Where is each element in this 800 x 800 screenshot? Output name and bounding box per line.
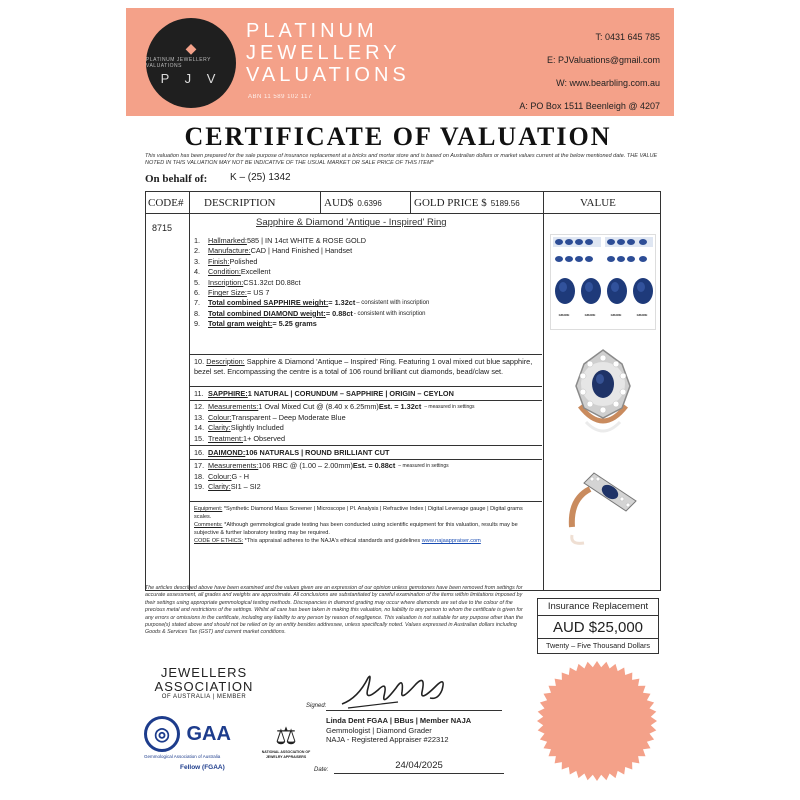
comments-note: [194, 521, 538, 537]
spec-row: [194, 298, 544, 308]
gem-label: GRADE: [558, 313, 570, 317]
sapphire-header: [194, 389, 538, 399]
item-value: 106 RBC @ (1.00 – 2.00mm): [258, 461, 353, 471]
behalf-label: On behalf of:: [145, 173, 208, 185]
diamond-block: [190, 445, 542, 495]
abn-number: ABN 11 589 102 117: [248, 94, 312, 100]
gaa-emblem-icon: ◎: [144, 716, 180, 752]
spec-row: [194, 461, 538, 471]
row-divider: [190, 400, 542, 401]
valuation-date: 24/04/2025: [334, 760, 504, 774]
header-gold-price: [414, 192, 520, 214]
item-label: Measurements:: [208, 402, 259, 412]
note-text: *Although gemmological grade testing has been conducted using scientific equipment for this valuation, results may be subjective & further laboratory testing may be required.: [194, 522, 518, 536]
item-number: 4.: [194, 267, 201, 277]
description-block: [190, 354, 542, 379]
aud-label: AUD$: [324, 197, 354, 209]
item-label: Description:: [206, 357, 245, 366]
item-label: Inscription:: [208, 277, 244, 287]
spec-row: [194, 257, 544, 267]
naja-name: NATIONAL ASSOCIATION OF JEWELRY APPRAISERS: [261, 750, 311, 759]
ja-line: ASSOCIATION: [154, 679, 254, 694]
description-text: [194, 357, 538, 377]
gaa-text: GAA: [186, 722, 231, 745]
item-number: 9.: [194, 319, 201, 329]
jewellers-association-logo: [144, 666, 264, 700]
equipment-note: [194, 505, 538, 521]
item-number: 10.: [194, 357, 205, 366]
spec-row: [194, 319, 544, 329]
contact-details: [519, 26, 660, 118]
row-divider: [190, 459, 542, 460]
ring-side-image: [550, 449, 656, 549]
description-body: Sapphire & Diamond 'Antique – Inspired' Ring. Featuring 1 oval mixed cut blue sapphire, bezel set. Encompassing the centre is a total of 106 round brilliant cut diamonds, bead/claw set.: [194, 357, 533, 376]
item-value: Transparent – Deep Moderate Blue: [231, 412, 346, 422]
column-divider: [320, 192, 321, 214]
website[interactable]: W: www.bearbling.com.au: [556, 78, 660, 88]
date-label: Date:: [314, 767, 329, 773]
item-value: Slightly Included: [230, 423, 284, 433]
item-number: 5.: [194, 277, 201, 287]
ring-side-photo: [550, 449, 656, 549]
item-value: SI1 – SI2: [230, 482, 261, 492]
item-label: DAIMOND:: [208, 448, 246, 457]
spec-row: [194, 267, 544, 277]
aud-value: 0.6396: [357, 198, 382, 208]
naja-logo: [256, 724, 316, 759]
scales-icon: ⚖: [275, 723, 297, 750]
item-value: CAD | Hand Finished | Handset: [250, 246, 353, 256]
behalf-value: K – (25) 1342: [230, 172, 291, 183]
gaa-full-name: Gemmological Association of Australia: [144, 754, 221, 759]
item-number: 3.: [194, 256, 201, 266]
naja-link[interactable]: www.najaappraiser.com: [421, 538, 481, 544]
spec-row: [194, 278, 544, 288]
table-header-row: [146, 192, 660, 214]
valuer-registration: NAJA - Registered Appraiser #22312: [326, 735, 449, 744]
page-title: CERTIFICATE OF VALUATION: [184, 122, 612, 151]
spec-row: [194, 288, 544, 298]
item-number: 11.: [194, 389, 204, 398]
item-label: Colour:: [208, 412, 232, 422]
fine-print: The articles described above have been examined and the values given are an expression of our opinion unless gemstones have been removed from settings for accurate assessment, all grades and weights are approximate. All conclusions are substantiated by careful examination of the items within limitations imposed by their settings using appropriate gemmological testing methods. Discrepancies in diamond grading may occur where diamonds are set due to the colour of the precious metal and restrictions of the settings. Whilst all care has been taken in making this valuation, no liability to any person to whom the certificate is given for any errors or omissions in the certificate, including any liability to any person by reason of negligence. This valuation is not suitable for any purpose other than the purpose(s) stated above and should not be relied on by an entity besides addressee, unless specifically noted. Values expressed in Australian dollars including Goods & Services Tax (GST) and current market conditions.: [145, 585, 524, 636]
item-number: 1.: [194, 236, 201, 245]
seal-stamp: [536, 660, 658, 782]
item-number: 18.: [194, 471, 205, 481]
item-estimate: Est. = 0.88ct: [352, 461, 396, 471]
certificate-page: [118, 0, 678, 800]
company-logo: [146, 18, 236, 108]
item-label: Condition:: [208, 267, 241, 277]
spec-row: [194, 482, 538, 492]
item-number: 17.: [194, 461, 205, 471]
item-label: Measurements:: [208, 461, 259, 471]
column-divider: [410, 192, 411, 214]
valuer-role: Gemmologist | Diamond Grader: [326, 725, 432, 735]
gem-label: GRADE: [636, 313, 648, 317]
postal-address: A: PO Box 1511 Beenleigh @ 4207: [519, 101, 660, 111]
phone: T: 0431 645 785: [595, 32, 660, 42]
email[interactable]: E: PJValuations@gmail.com: [546, 55, 660, 65]
logo-ring-text: PLATINUM JEWELLERY VALUATIONS: [146, 56, 211, 69]
insurance-amount-words: Twenty – Five Thousand Dollars: [545, 641, 651, 650]
item-number: 13.: [194, 412, 205, 422]
item-number: 6.: [194, 288, 201, 298]
gemstone-photo-panel: [550, 234, 656, 330]
gem-labels: [551, 313, 655, 317]
ethics-note: [194, 537, 538, 545]
spec-row: [194, 472, 538, 482]
item-note: - consistent with inscription: [353, 310, 426, 317]
spec-row: [194, 413, 538, 423]
gold-value: 5189.56: [490, 198, 520, 208]
item-label: Colour:: [208, 471, 232, 481]
item-value: Polished: [229, 256, 258, 266]
header-value: VALUE: [580, 197, 616, 209]
ring-top-image: [550, 336, 656, 444]
note-label: CODE OF ETHICS:: [194, 538, 244, 544]
item-number: 12.: [194, 402, 205, 412]
insurance-box: [537, 598, 659, 654]
ja-line: OF AUSTRALIA | MEMBER: [161, 694, 247, 700]
valuer-name: Linda Dent FGAA | BBus | Member NAJA: [326, 716, 472, 725]
item-number: 19.: [194, 482, 205, 492]
item-value: = US 7: [246, 288, 270, 298]
item-value: 1 Oval Mixed Cut @ (8.40 x 6.25mm): [258, 402, 379, 412]
item-label: Finish:: [208, 256, 230, 266]
gaa-fellow: Fellow (FGAA): [180, 764, 225, 771]
item-note: – measured in settings: [398, 463, 449, 470]
brand-line: JEWELLERY: [246, 42, 401, 64]
item-label: Total combined SAPPHIRE weight:: [208, 298, 329, 308]
spec-row: [194, 423, 538, 433]
gaa-logo: [144, 716, 248, 759]
logo-initials: P J V: [160, 70, 222, 86]
notes-block: [190, 501, 542, 548]
item-number: 8.: [194, 308, 201, 318]
item-value: 585 | IN 14ct WHITE & ROSE GOLD: [246, 236, 367, 245]
insurance-label: Insurance Replacement: [547, 601, 649, 612]
spec-row: [194, 309, 544, 319]
item-specs: [194, 236, 544, 330]
diamond-icon: ◆: [185, 39, 197, 56]
spec-row: [194, 402, 538, 412]
item-label: Finger Size:: [208, 288, 247, 298]
valuer-details: [326, 716, 471, 745]
spec-row: [194, 246, 544, 256]
gem-label: GRADE: [584, 313, 596, 317]
item-label: Hallmarked:: [208, 236, 247, 245]
brand-name: [246, 20, 410, 86]
item-number: 15.: [194, 433, 205, 443]
item-value: G - H: [231, 471, 249, 481]
insurance-amount: AUD $25,000: [538, 615, 658, 639]
note-text: *This appraisal adheres to the NAJA's ethical standards and guidelines: [243, 538, 422, 544]
item-number: 2.: [194, 246, 201, 256]
sapphire-block: [190, 386, 542, 446]
note-label: Equipment:: [194, 506, 223, 512]
item-note: – measured in settings: [424, 404, 475, 411]
item-label: Clarity:: [208, 423, 231, 433]
item-value: = 0.88ct: [325, 308, 353, 318]
item-code: 8715: [152, 223, 173, 233]
item-title: Sapphire & Diamond 'Antique - Inspired' Ring: [256, 217, 447, 228]
diamond-header: [194, 448, 538, 458]
item-note: – consistent with inscription: [356, 300, 430, 307]
gem-label: GRADE: [610, 313, 622, 317]
spec-row: [194, 236, 544, 246]
item-number: 16.: [194, 448, 205, 457]
valuation-table: [145, 191, 661, 591]
item-value: 106 NATURALS | ROUND BRILLIANT CUT: [245, 448, 390, 457]
item-label: Clarity:: [208, 482, 231, 492]
item-number: 7.: [194, 298, 201, 308]
item-label: Total combined DIAMOND weight:: [208, 308, 326, 318]
signed-label: Signed:: [306, 703, 327, 709]
item-label: SAPPHIRE:: [208, 389, 248, 398]
brand-line: PLATINUM: [246, 20, 378, 42]
spec-row: [194, 434, 538, 444]
item-estimate: Est. = 1.32ct: [378, 402, 422, 412]
item-value: = 5.25 grams: [272, 319, 317, 329]
item-number: 14.: [194, 423, 205, 433]
gold-label: GOLD PRICE $: [414, 197, 487, 209]
disclaimer: This valuation has been prepared for the sale purpose of insurance replacement at a bricks and mortar store and is based on Australian dollars or market values current at the below mentioned date. THE VALUE NOTED IN THIS VALUATION MAY NOT BE INDICATIVE OF THE USUAL MARKET OR SALE PRICE OF THIS ITEM*: [145, 153, 658, 166]
item-value: = 1.32ct: [328, 298, 356, 308]
seal-starburst: [537, 661, 657, 781]
item-value: 1+ Observed: [243, 433, 285, 443]
signature-image: [338, 668, 458, 712]
note-text: *Synthetic Diamond Mass Screener | Microscope | Pl. Analysis | Refractive Index | Digital Leverage gauge | Digital grams scales.: [194, 506, 523, 520]
note-label: Comments:: [194, 522, 223, 528]
brand-line: VALUATIONS: [246, 64, 410, 86]
ja-line: JEWELLERS: [160, 665, 248, 680]
letterhead: [126, 8, 674, 116]
header-code: CODE#: [148, 197, 184, 209]
item-label: Manufacture:: [208, 246, 251, 256]
signature-line: [326, 710, 502, 711]
item-value: CS1.32ct D0.88ct: [243, 277, 301, 287]
header-description: DESCRIPTION: [204, 197, 276, 209]
ring-top-photo: [550, 336, 656, 444]
item-value: Excellent: [240, 267, 271, 277]
item-label: Total gram weight:: [208, 319, 273, 329]
header-aud: [324, 192, 382, 214]
item-label: Treatment:: [208, 433, 244, 443]
item-value: 1 NATURAL | CORUNDUM – SAPPHIRE | ORIGIN – CEYLON: [247, 389, 454, 398]
